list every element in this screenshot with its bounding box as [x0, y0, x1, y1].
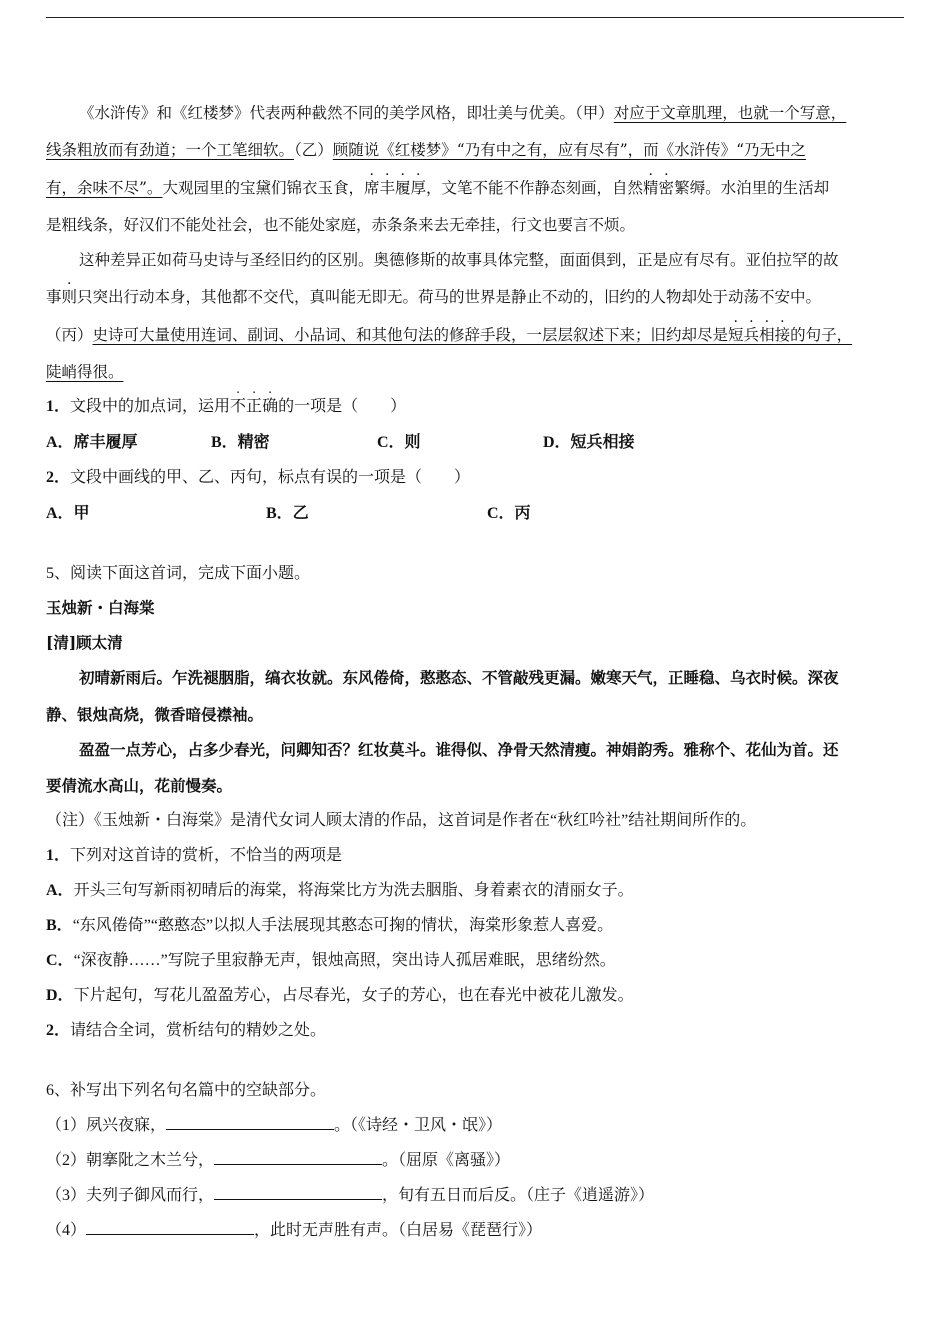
option-key: B． [46, 917, 73, 934]
passage-line: 是粗线条，好汉们不能处社会，也不能处家庭，赤条条来去无牵挂，行文也要言不烦。 [46, 216, 636, 234]
text: （3）夫列子御风而行， [46, 1187, 215, 1204]
dotted-char: 短 [728, 326, 744, 344]
passage-line: 这种差异正如荷马史诗与圣经旧约的区别。奥德修斯的故事具体完整，面面俱到，正是应有尽有。亚伯拉罕的故 [79, 251, 839, 269]
answer-blank[interactable] [86, 1220, 254, 1235]
poem-line: 静、银烛高烧，微香暗侵襟袖。 [46, 705, 264, 724]
fill-item-4 [46, 1220, 916, 1242]
question-1 [46, 845, 916, 867]
underlined-sentence-bing: 陡峭得很。 [46, 363, 124, 381]
poem-line: 初晴新雨后。乍洗褪胭脂，缟衣妆就。东风倦倚，憨憨态、不管敲残更漏。嫩寒天气，正睡稳、乌衣时候。深夜 [79, 668, 839, 687]
text: 下列对这首诗的赏析，不恰当的两项是 [70, 847, 343, 864]
text: （4） [46, 1222, 87, 1239]
underlined-sentence-bing: 的句子， [790, 326, 853, 344]
option-key: C． [46, 952, 74, 969]
question-number: 2． [46, 1022, 71, 1039]
option-c[interactable]: C．丙 [487, 505, 531, 522]
answer-blank[interactable] [166, 1115, 334, 1130]
poem-line: 盈盈一点芳心，占多少春光，问卿知否？红妆莫斗。谁得似、净骨天然清瘦。神娟韵秀。雅称个、花仙为首。还 [79, 740, 839, 759]
underlined-sentence-jia: 线条粗放而有劲道；一个工笔细软。 [46, 141, 295, 159]
option-b[interactable] [46, 915, 916, 937]
text: 文段中画线的甲、乙、丙句，标点有误的一项是（ ） [70, 469, 471, 486]
text: 的一项是（ ） [278, 398, 407, 415]
dotted-char: 相 [759, 326, 775, 344]
text: （丙） [46, 326, 93, 344]
fill-item-2 [46, 1150, 916, 1172]
underlined-sentence-yi: 顾随说《红楼梦》“乃有中之有，应有尽有”，而《水浒传》“乃无中之 [332, 141, 807, 159]
poem-note: （注）《玉烛新・白海棠》是清代女词人顾太清的作品，这首词是作者在“秋红吟社”结社期间所作的。 [46, 812, 757, 829]
dotted-char: 不 [230, 398, 247, 415]
question-1 [46, 396, 916, 418]
text: （2）朝搴阰之木兰兮， [46, 1152, 215, 1169]
text: 。（《诗经・卫风・氓》） [334, 1117, 503, 1134]
question-number: 1． [46, 398, 71, 415]
text: 只突出行动本身，其他都不交代，真叫能无即无。荷马的世界是静止不动的，旧约的人物却处于动荡不安中。 [77, 288, 822, 306]
text: 文段中的加点词，运用 [70, 398, 231, 415]
option-b[interactable]: B．精密 [211, 434, 270, 451]
question-2 [46, 467, 916, 489]
text: 请结合全词，赏析结句的精妙之处。 [70, 1022, 327, 1039]
dotted-char: 精 [643, 179, 659, 197]
option-text: 开头三句写新雨初晴后的海棠，将海棠比方为洗去胭脂、身着素衣的清丽女子。 [73, 882, 634, 899]
passage-line [46, 361, 916, 383]
question-number: 1． [46, 847, 71, 864]
option-b[interactable]: B．乙 [266, 505, 309, 522]
passage-line [46, 177, 916, 199]
underlined-sentence-yi: 有，余味不尽”。 [46, 179, 163, 197]
option-c[interactable] [46, 950, 916, 972]
text: 大观园里的宝黛们锦衣玉食， [162, 179, 364, 197]
section-heading: 5、阅读下面这首词，完成下面小题。 [46, 565, 311, 582]
text: 《水浒传》和《红楼梦》代表两种截然不同的美学风格，即壮美与优美。（甲） [79, 104, 614, 122]
option-key: A． [46, 882, 74, 899]
passage-line [46, 102, 949, 124]
option-d[interactable] [46, 985, 916, 1007]
text: ，文笔不能不作静态刻画，自然 [426, 179, 644, 197]
text: 事 [46, 288, 62, 306]
text: （乙） [294, 141, 333, 159]
answer-blank[interactable] [214, 1150, 382, 1165]
text: ，旬有五日而后反。（庄子《逍遥游》） [382, 1187, 655, 1204]
passage-line [46, 286, 916, 308]
text: 繁缛。水泊里的生活却 [674, 179, 830, 197]
dotted-char: 正 [246, 398, 263, 415]
option-a[interactable]: A．席丰履厚 [46, 434, 138, 451]
fill-item-1 [46, 1115, 916, 1137]
dotted-char: 丰 [379, 179, 395, 197]
question-2 [46, 1020, 916, 1042]
fill-item-3 [46, 1185, 916, 1207]
dotted-char: 席 [363, 179, 380, 197]
passage-line [46, 139, 916, 161]
text: 。（屈原《离骚》） [382, 1152, 511, 1169]
poem-author: [清]顾太清 [46, 633, 123, 652]
passage-line [46, 324, 916, 346]
text: （1）夙兴夜寐， [46, 1117, 167, 1134]
option-a[interactable] [46, 880, 916, 902]
dotted-char: 兵 [743, 326, 760, 344]
underlined-sentence-bing: 史诗可大量使用连词、副词、小品词、和其他句法的修辞手段，一层层叙述下来；旧约却尽是 [92, 326, 729, 344]
option-key: D． [46, 987, 74, 1004]
poem-title: 玉烛新・白海棠 [46, 598, 155, 617]
dotted-char: 接 [774, 326, 791, 344]
text: ，此时无声胜有声。（白居易《琵琶行》） [254, 1222, 543, 1239]
poem-line: 要倩流水高山，花前慢奏。 [46, 776, 233, 795]
dotted-char: 则 [61, 288, 78, 306]
dotted-char: 确 [262, 398, 279, 415]
top-rule [46, 17, 904, 18]
option-text: “深夜静……”写院子里寂静无声，银烛高照，突出诗人孤居难眠，思绪纷然。 [73, 952, 616, 969]
underlined-sentence-jia: 对应于文章肌理，也就一个写意， [613, 104, 847, 122]
option-a[interactable]: A．甲 [46, 505, 90, 522]
option-d[interactable]: D．短兵相接 [543, 434, 635, 451]
dotted-char: 密 [658, 179, 675, 197]
option-text: “东风倦倚”“憨憨态”以拟人手法展现其憨态可掬的情状，海棠形象惹人喜爱。 [72, 917, 614, 934]
dotted-char: 履 [394, 179, 411, 197]
dotted-char: 厚 [410, 179, 427, 197]
section-heading: 6、补写出下列名句名篇中的空缺部分。 [46, 1082, 327, 1099]
option-text: 下片起句，写花儿盈盈芳心，占尽春光，女子的芳心，也在春光中被花儿激发。 [73, 987, 634, 1004]
question-number: 2． [46, 469, 71, 486]
option-c[interactable]: C．则 [377, 434, 421, 451]
answer-blank[interactable] [214, 1185, 382, 1200]
